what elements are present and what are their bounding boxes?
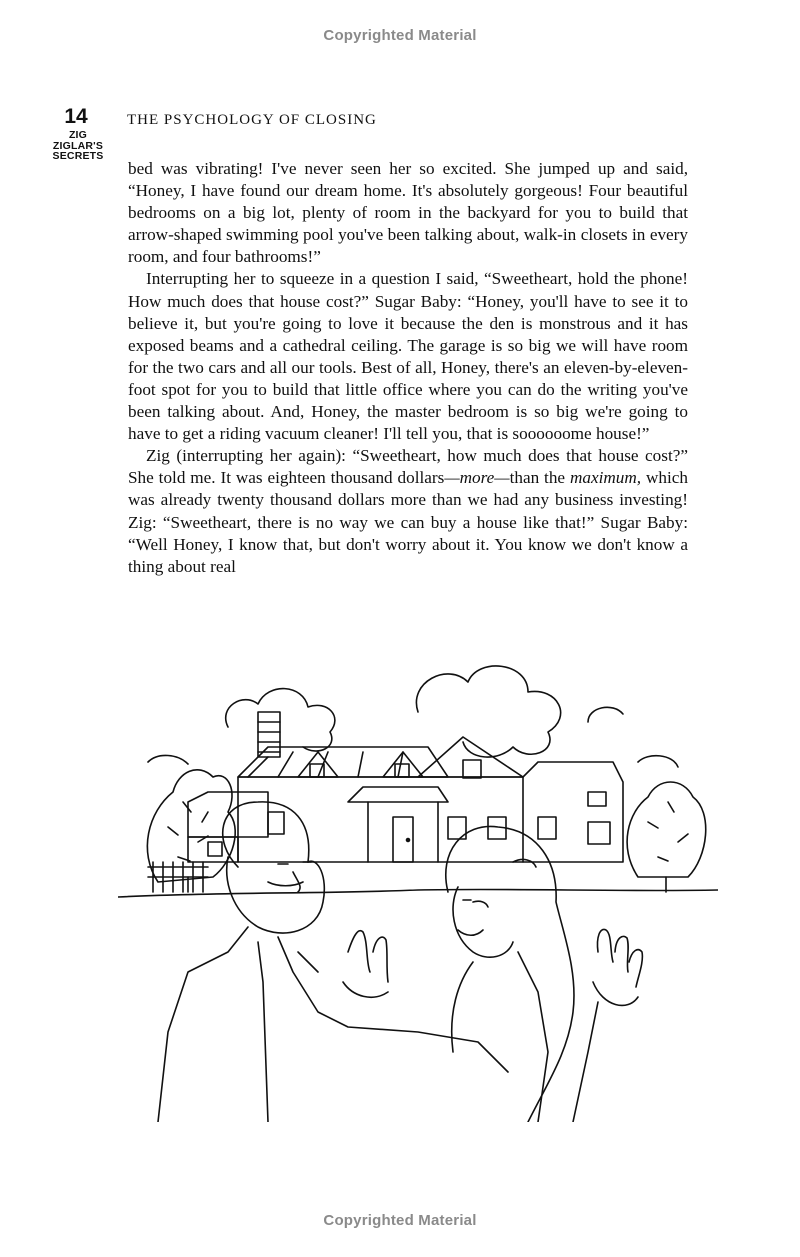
paragraph-3-part-b: than the xyxy=(509,468,566,488)
running-head-title: THE PSYCHOLOGY OF CLOSING xyxy=(127,112,377,128)
house-drawing xyxy=(188,712,623,862)
page-number: 14 xyxy=(64,105,88,128)
man-drawing xyxy=(158,802,508,1122)
man-hand-drawing xyxy=(343,931,388,998)
side-label-line-2: ZIGLAR'S xyxy=(52,140,104,152)
side-label-line-1: ZIG xyxy=(68,129,88,141)
paragraph-2: Interrupting her to squeeze in a question I said, “Sweetheart, hold the phone! How much does that house cost?” Sugar Baby: “Honey, you'll have to see it to believe it, but you're going to love it because the den is monstrous and it has exposed beams and a cathedral ceiling. The garage is so big we will have room for the two cars and all our tools. Best of all, Honey, there's an eleven-by-eleven-foot spot for you to build that little office where you can do the writing you've been talking about. And, Honey, the master bedroom is so big we're going to have to get a riding vacuum cleaner! I'll tell you, that is soooooome house!” xyxy=(128,269,688,444)
woman-drawing xyxy=(446,826,574,1122)
copyright-watermark-bottom: Copyrighted Material xyxy=(323,1212,477,1229)
paragraph-3-emphasis-more: —more— xyxy=(444,468,510,488)
paragraph-3-part-a: Zig (interrupting her again): “Sweetheart, how much does that house cost?” She told me. It was eighteen thousand dollars xyxy=(128,446,688,488)
paragraph-3-emphasis-maximum: maximum, xyxy=(569,468,642,488)
paragraph-1: bed was vibrating! I've never seen her so excited. She jumped up and said, “Honey, I have found our dream home. It's absolutely gorgeous! Four beautiful bedrooms on a big lot, plenty of room in the backyard for you to build that arrow-shaped swimming pool you've been talking about, walk-in closets in every room, and four bathrooms!” xyxy=(128,159,688,267)
cloud-drawing xyxy=(148,666,678,767)
woman-hand-drawing xyxy=(573,929,642,1122)
tree-drawing-right xyxy=(627,782,706,892)
fence-drawing xyxy=(148,862,208,892)
copyright-watermark-top: Copyrighted Material xyxy=(323,27,477,44)
house-couple-illustration xyxy=(118,652,718,1122)
side-label-line-3: SECRETS xyxy=(52,150,104,162)
body-text xyxy=(128,158,688,578)
paragraph-3-part-c: which was already twenty thousand dollars more than we had any business investing! Zig: “Sweetheart, there is no way we can buy a house like that!” Sugar Baby: “Well Honey, I know that, but don't worry about it. You know we don't know a thing about real xyxy=(128,468,688,576)
paragraph-3 xyxy=(128,445,688,578)
